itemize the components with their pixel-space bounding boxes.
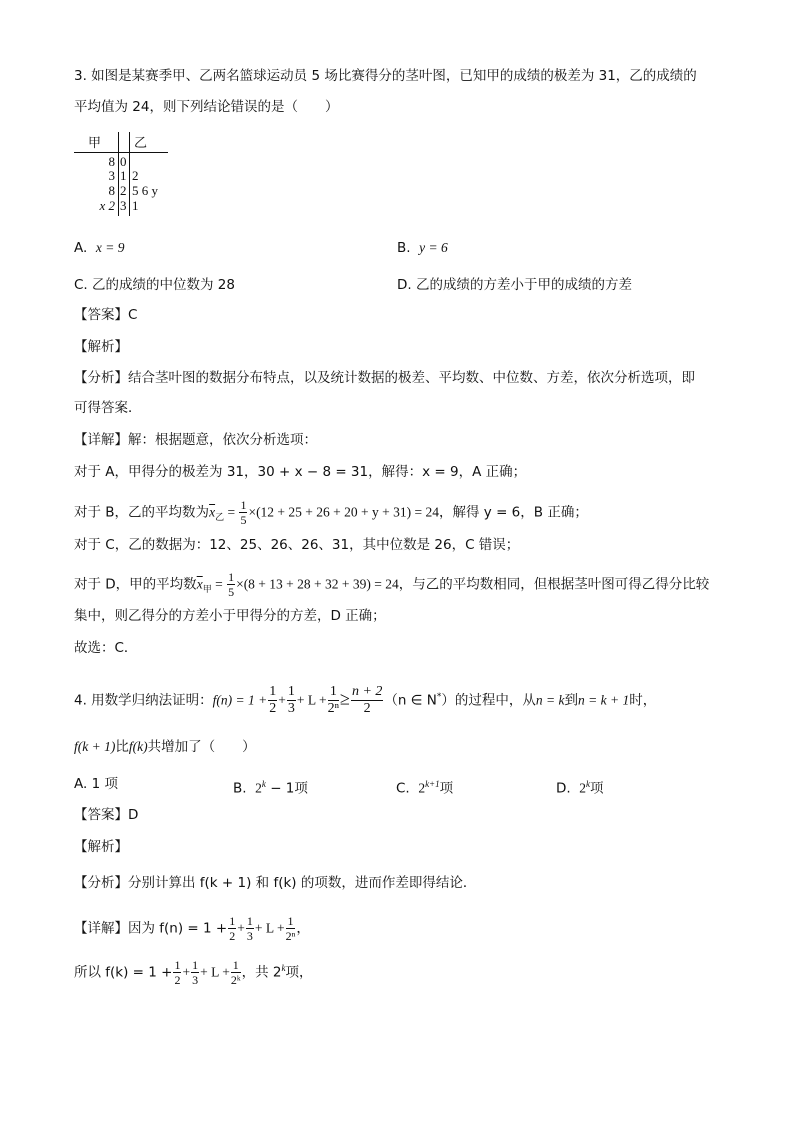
q3-choose: 故选：C． <box>74 640 138 656</box>
q3-option-b: B. y = 6 <box>397 240 448 256</box>
stem-row-right: 1 <box>132 198 139 213</box>
q4-stem-line2: f(k + 1)比f(k)共增加了（ ） <box>74 739 256 755</box>
q3-option-c: C. 乙的成绩的中位数为 28 <box>74 277 235 293</box>
fraction: $\frac{1}{5}$ <box>240 498 247 527</box>
stem-row-stem: 0 <box>120 154 127 169</box>
q4-xiangjie: 【详解】因为 f(n) = 1 + $\frac{1}{2}$ + $\frac{1}{3}$ + L + $\frac{1}{\text{2ⁿ}}$ ， <box>74 914 310 943</box>
q3-jiexi: 【解析】 <box>74 339 128 355</box>
stem-leaf-plot <box>74 130 169 220</box>
q3-detail-a: 对于 A，甲得分的极差为 31，30 + x − 8 = 31，解得：x = 9，A 正确； <box>74 464 527 480</box>
q3-answer: 【答案】C <box>74 307 138 323</box>
q3-detail-d: 对于 D，甲的平均数$\overline{x}_甲$ = $\frac{1}{5}$ ×(8 + 13 + 28 + 32 + 39) = 24，与乙的平均数相同，但根据茎叶图可得乙得分比较 <box>74 570 710 599</box>
q4-option-a: A. 1 项 <box>74 776 118 792</box>
q4-fenxi: 【分析】分别计算出 f(k + 1) 和 f(k) 的项数，进而作差即得结论． <box>74 875 477 891</box>
q3-option-d: D. 乙的成绩的方差小于甲的成绩的方差 <box>397 277 632 293</box>
q3-fenxi-line2: 可得答案． <box>74 400 142 416</box>
stem-row-right: 2 <box>132 168 139 183</box>
stem-head-left: 甲 <box>88 135 102 150</box>
q3-detail-d-line2: 集中，则乙得分的方差小于甲得分的方差，D 正确； <box>74 608 386 624</box>
q4-option-d: D. 2$^k$项 <box>556 779 604 797</box>
q3-detail-c: 对于 C，乙的数据为：12、25、26、26、31，其中位数是 26，C 错误； <box>74 537 520 553</box>
stem-row-left: 8 <box>108 183 115 198</box>
q4-stem-line1: 4. 用数学归纳法证明：f(n) = 1 + $\frac{1}{2}$ + $\frac{1}{3}$ + L + $\frac{1}{\text{2ⁿ}}$ ≥ $\frac{n + 2}{2}$ （n ∈ N*）的过程中，从n = k到n = k + 1时， <box>74 684 657 716</box>
q3-option-a: A. x = 9 <box>74 240 125 256</box>
stem-row-left: 8 <box>108 154 115 169</box>
stem-row-left: x 2 <box>99 198 115 213</box>
q4-jiexi: 【解析】 <box>74 839 128 855</box>
q4-answer: 【答案】D <box>74 807 139 823</box>
q3-detail-b: 对于 B，乙的平均数为$\overline{x}_乙$ = $\frac{1}{5}$ ×(12 + 25 + 26 + 20 + y + 31) = 24，解得 y = 6，B 正确； <box>74 498 588 527</box>
q3-fenxi-line1: 【分析】结合茎叶图的数据分布特点，以及统计数据的极差、平均数、中位数、方差，依次分析选项，即 <box>74 370 695 386</box>
stem-row-right: 5 6 y <box>132 183 158 198</box>
q4-option-b: B. $2^k - 1$项 <box>233 779 308 797</box>
stem-row-left: 3 <box>108 168 115 183</box>
stem-head-right: 乙 <box>134 135 148 150</box>
fraction: $\frac{1}{5}$ <box>228 570 235 599</box>
q4-option-c: C. $2^{k+1}$项 <box>396 779 454 797</box>
q3-stem-line1: 3. 如图是某赛季甲、乙两名篮球运动员 5 场比赛得分的茎叶图，已知甲的成绩的极差为 31，乙的成绩的 <box>74 68 697 84</box>
q3-xiangjie: 【详解】解：根据题意，依次分析选项： <box>74 432 317 448</box>
stem-row-stem: 1 <box>120 168 127 183</box>
stem-row-stem: 2 <box>120 183 127 198</box>
q3-stem-line2: 平均值为 24，则下列结论错误的是（ ） <box>74 99 339 115</box>
q4-detail-2: 所以 f(k) = 1 + $\frac{1}{2}$ + $\frac{1}{3}$ + L + $\frac{1}{\text{2ᵏ}}$ ，共 2$^k$项， <box>74 958 313 987</box>
stem-row-stem: 3 <box>120 198 127 213</box>
